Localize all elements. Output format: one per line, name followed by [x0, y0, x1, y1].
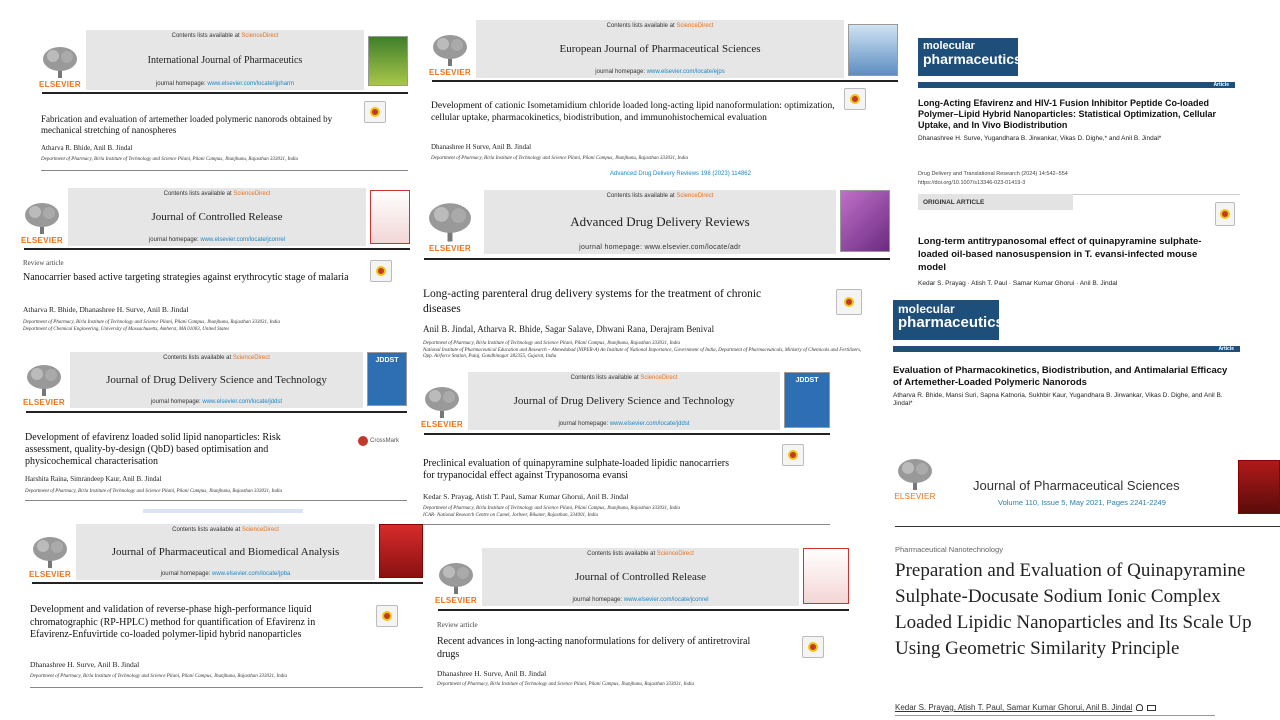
- journal-banner: [482, 548, 799, 606]
- check-for-updates-icon[interactable]: [370, 260, 392, 282]
- elsevier-logo: [434, 548, 478, 606]
- header-rule: [26, 411, 407, 413]
- journal-title: Journal of Pharmaceutical Sciences: [973, 478, 1180, 493]
- header-rule: [432, 80, 898, 82]
- footer-rule: [41, 170, 408, 171]
- elsevier-tree-icon: [40, 46, 80, 80]
- header-rule: [24, 248, 410, 250]
- header-rule: [42, 92, 408, 94]
- molpharm-bar: [893, 346, 1240, 352]
- paper-title: Long-acting parenteral drug delivery systems for the treatment of chronic diseases: [423, 288, 762, 315]
- header-rule: [32, 582, 423, 584]
- contents-line: Contents lists available at ScienceDirect: [163, 191, 271, 197]
- journal-banner: [76, 524, 375, 580]
- elsevier-logo: ELSEVIER: [893, 458, 937, 502]
- journal-homepage: journal homepage: www.elsevier.com/locate/jconrel: [572, 597, 709, 603]
- elsevier-label: ELSEVIER: [429, 244, 471, 253]
- journal-cover: [848, 24, 898, 76]
- sciencedirect-link[interactable]: ScienceDirect: [233, 191, 271, 197]
- article-badge: Article: [1207, 82, 1235, 88]
- paper-affiliation-a: Department of Pharmacy, Birla Institute of Technology and Science Pilani, Pilani Campus, Jhunjhunu, Rajasthan 333031, India: [423, 341, 681, 346]
- paper-authors: Dhanashree H. Surve, Yugandhara B. Jirwankar, Vikas D. Dighe,* and Anil B. Jindal*: [918, 135, 1162, 142]
- check-for-updates-icon[interactable]: [782, 444, 804, 466]
- homepage-link[interactable]: www.elsevier.com/locate/jddst: [202, 399, 283, 405]
- paper-authors: Harshita Raina, Simrandeep Kaur, Anil B. Jindal: [25, 475, 162, 483]
- paper-title: Fabrication and evaluation of artemether loaded polymeric nanorods obtained by mechanical stretching of nanospheres: [41, 114, 333, 135]
- molpharm-bar: [918, 82, 1235, 88]
- paper-card-jps: [893, 458, 1280, 718]
- paper-card-dtr: [915, 168, 1240, 293]
- check-for-updates-icon[interactable]: [364, 101, 386, 123]
- elsevier-label: ELSEVIER: [421, 420, 463, 429]
- original-article-label: ORIGINAL ARTICLE: [923, 199, 985, 206]
- citation-line: Advanced Drug Delivery Reviews 198 (2023) 114862: [610, 171, 751, 177]
- elsevier-label: ELSEVIER: [23, 398, 65, 407]
- paper-title: Preclinical evaluation of quinapyramine sulphate-loaded lipidic nanocarriers for trypanocidal effect against Trypanosoma evansi: [423, 458, 729, 481]
- journal-banner: [468, 372, 780, 430]
- paper-authors: Dhanashree H Surve, Anil B. Jindal: [431, 143, 532, 151]
- journal-cover: [368, 36, 408, 86]
- paper-authors: Atharva R. Bhide, Dhanashree H. Surve, Anil B. Jindal: [23, 305, 189, 314]
- footer-rule: [25, 500, 407, 501]
- article-type: Review article: [437, 621, 478, 629]
- journal-title: International Journal of Pharmaceutics: [147, 54, 303, 66]
- paper-card-ejps: [428, 20, 898, 180]
- contents-line: Contents lists available at ScienceDirect: [606, 193, 714, 199]
- paper-affiliation: Department of Pharmacy, Birla Institute of Technology and Science Pilani, Pilani Campus, Jhunjhunu, Rajasthan 333031, India: [431, 156, 689, 161]
- contents-line: Contents lists available at ScienceDirect: [570, 375, 678, 381]
- elsevier-label: ELSEVIER: [21, 236, 63, 245]
- paper-title: Development of cationic Isometamidium chloride loaded long-acting lipid nanoformulation: optimization, cellular uptake, pharmacokinetics, biodistribution, and immunohistochemical evaluation: [431, 101, 835, 123]
- journal-title: Journal of Drug Delivery Science and Technology: [106, 374, 327, 386]
- journal-homepage: journal homepage: www.elsevier.com/locate/jddst: [150, 399, 283, 405]
- paper-title: Development of efavirenz loaded solid lipid nanoparticles: Risk assessment, quality-by-design (QbD) based optimisation and physicochemical characterisation: [25, 432, 281, 467]
- journal-cover: [379, 524, 423, 578]
- journal-cover: [840, 190, 890, 252]
- sciencedirect-link[interactable]: ScienceDirect: [640, 375, 678, 381]
- journal-homepage: journal homepage: www.elsevier.com/locate/jddst: [558, 421, 690, 427]
- paper-card-addr: [420, 170, 890, 370]
- header-rule: [895, 526, 1280, 527]
- sciencedirect-link[interactable]: ScienceDirect: [656, 551, 694, 557]
- molpharm-logo: molecular pharmaceutics: [918, 38, 1018, 76]
- article-badge: Article: [1212, 346, 1240, 352]
- elsevier-logo: [428, 20, 472, 78]
- homepage-link[interactable]: www.elsevier.com/locate/jconrel: [200, 237, 286, 243]
- elsevier-label: ELSEVIER: [29, 570, 71, 579]
- journal-title: Journal of Pharmaceutical and Biomedical Analysis: [111, 546, 340, 558]
- sciencedirect-link[interactable]: ScienceDirect: [676, 23, 714, 29]
- paper-authors: Dhanashree H. Surve, Anil B. Jindal: [437, 669, 547, 678]
- journal-cover: JDDST: [367, 352, 407, 406]
- footer-rule: [895, 715, 1215, 716]
- elsevier-tree-icon: [24, 364, 64, 398]
- journal-banner: [70, 352, 363, 408]
- paper-affiliation-b: ICAR- National Research Centre on Camel, Jorbeer, Bikaner, Rajasthan, 334001, India: [423, 513, 599, 518]
- faded-citation: [143, 509, 303, 513]
- journal-title: Advanced Drug Delivery Reviews: [570, 214, 750, 229]
- elsevier-tree-icon: [436, 562, 476, 596]
- paper-title: Long-term antitrypanosomal effect of quinapyramine sulphate-loaded oil-based nanosuspension in T. evansi-infected mouse model: [918, 236, 1202, 273]
- paper-title: Recent advances in long-acting nanoformulations for delivery of antiretroviral drugs: [437, 636, 751, 660]
- paper-title: Long-Acting Efavirenz and HIV-1 Fusion Inhibitor Peptide Co-loaded Polymer–Lipid Hybrid Nanoparticles: Statistical Optimization, Cellular Uptake, and In Vivo Biodistribution: [918, 98, 1217, 130]
- journal-homepage: journal homepage: www.elsevier.com/locate/ijpharm: [155, 81, 295, 87]
- paper-affiliation-b: Department of Chemical Engineering, University of Massachusetts, Amherst, MA 01003, United States: [23, 327, 230, 332]
- molpharm-logo: molecular pharmaceutics: [893, 300, 999, 340]
- paper-card-jddst-2: [420, 372, 830, 527]
- paper-authors: Dhanashree H. Surve, Anil B. Jindal: [30, 660, 140, 669]
- crossmark-icon[interactable]: CrossMark: [358, 436, 399, 446]
- check-for-updates-icon[interactable]: [1215, 202, 1235, 226]
- paper-card-ijp: [38, 30, 408, 175]
- sciencedirect-link[interactable]: ScienceDirect: [676, 193, 714, 199]
- journal-cover: [370, 190, 410, 244]
- contents-line: Contents lists available at ScienceDirect: [163, 355, 270, 361]
- paper-authors: Kedar S. Prayag · Atish T. Paul · Samar Kumar Ghorui · Anil B. Jindal: [918, 280, 1118, 287]
- footer-rule: [423, 524, 830, 525]
- check-for-updates-icon[interactable]: [802, 636, 824, 658]
- paper-affiliation: Department of Pharmacy, Birla Institute of Technology and Science Pilani, Pilani Campus, Jhunjhunu, Rajasthan 333031, India: [41, 157, 299, 162]
- journal-homepage: journal homepage: www.elsevier.com/locate/jpba: [160, 571, 291, 577]
- paper-authors: Atharva R. Bhide, Anil B. Jindal: [41, 144, 133, 152]
- paper-card-jpba: [28, 512, 423, 692]
- paper-title: Preparation and Evaluation of Quinapyramine Sulphate-Docusate Sodium Ionic Complex Loaded Lipidic Nanoparticles and Its Scale Up Using Geometric Similarity Principle: [895, 560, 1252, 659]
- journal-homepage[interactable]: journal homepage: www.elsevier.com/locate/adr: [579, 244, 741, 251]
- paper-authors: Kedar S. Prayag, Atish T. Paul, Samar Kumar Ghorui, Anil B. Jindal: [895, 703, 1156, 712]
- section-label: Pharmaceutical Nanotechnology: [895, 545, 1003, 554]
- elsevier-tree-icon: [30, 536, 70, 570]
- journal-homepage: journal homepage: www.elsevier.com/locate/ejps: [595, 69, 725, 75]
- homepage-link[interactable]: www.elsevier.com/locate/jconrel: [623, 597, 709, 603]
- elsevier-tree-icon: [430, 34, 470, 68]
- paper-title: Evaluation of Pharmacokinetics, Biodistribution, and Antimalarial Efficacy of Artemether-Loaded Polymeric Nanorods: [893, 365, 1228, 388]
- sciencedirect-link[interactable]: ScienceDirect: [232, 355, 270, 361]
- sciencedirect-link[interactable]: ScienceDirect: [241, 527, 279, 533]
- volume-link[interactable]: Volume 110, Issue 5, May 2021, Pages 2241-2249: [998, 498, 1166, 507]
- citation-line: Drug Delivery and Translational Research (2024) 14:542–554: [918, 171, 1068, 177]
- homepage-link[interactable]: www.elsevier.com/locate/jpba: [212, 571, 291, 577]
- paper-authors: Atharva R. Bhide, Mansi Suri, Sapna Katnoria, Sukhbir Kaur, Yugandhara B. Jirwankar, Vikas D. Dighe, and Anil B. Jindal*: [893, 392, 1223, 407]
- elsevier-tree-icon: [423, 202, 477, 244]
- article-type: Review article: [23, 259, 64, 267]
- elsevier-tree-icon: [895, 458, 935, 492]
- paper-card-molpharm-1: [915, 38, 1235, 148]
- paper-title: Development and validation of reverse-phase high-performance liquid chromatographic (RP-HPLC) method for quantification of Efavirenz in Efavirenz-Enfuvirtide co-loaded polymer-lipid hybrid nanoparticles: [30, 604, 316, 640]
- badge-rule: [1073, 194, 1240, 195]
- elsevier-label: ELSEVIER: [39, 80, 81, 89]
- paper-title: Nanocarrier based active targeting strategies against erythrocytic stage of malaria: [23, 272, 349, 283]
- elsevier-label: ELSEVIER: [429, 68, 471, 77]
- contents-line: Contents lists available at ScienceDirect: [606, 23, 714, 29]
- elsevier-tree-icon: [22, 202, 62, 236]
- paper-affiliation-a: Department of Pharmacy, Birla Institute of Technology and Science Pilani, Pilani Campus, Jhunjhunu, Rajasthan 333031, India: [23, 320, 281, 325]
- paper-authors: Anil B. Jindal, Atharva R. Bhide, Sagar Salave, Dhwani Rana, Derajram Benival: [423, 324, 715, 334]
- homepage-link[interactable]: www.elsevier.com/locate/ejps: [646, 69, 725, 75]
- journal-title: Journal of Controlled Release: [574, 571, 707, 583]
- journal-cover: JDDST: [784, 372, 830, 428]
- journal-banner: [476, 20, 844, 78]
- journal-cover: [803, 548, 849, 604]
- paper-affiliation-b: National Institute of Pharmaceutical Education and Research – Ahmedabad (NIPER-A) An Institute of National Importance, Government of India, Department of Pharmaceuticals, Ministry of Chemicals and Fertilizers, Opp. Airforce Station, Palaj, Gandhinagar 382355, Gujarat, India: [423, 348, 862, 359]
- elsevier-logo: [420, 190, 480, 254]
- contents-line: Contents lists available at ScienceDirect: [171, 33, 279, 39]
- paper-affiliation: Department of Pharmacy, Birla Institute of Technology and Science Pilani, Pilani Campus, Jhunjhunu, Rajasthan 333031, India: [437, 682, 695, 687]
- elsevier-tree-icon: [422, 386, 462, 420]
- journal-title: European Journal of Pharmaceutical Sciences: [559, 43, 761, 55]
- journal-homepage: journal homepage: www.elsevier.com/locate/jconrel: [148, 237, 286, 243]
- elsevier-logo: [420, 372, 464, 430]
- paper-card-molpharm-2: [890, 300, 1240, 415]
- paper-card-jcr-2: [434, 548, 849, 693]
- check-for-updates-icon[interactable]: [376, 605, 398, 627]
- contents-line: Contents lists available at ScienceDirect: [172, 527, 279, 533]
- homepage-link[interactable]: www.elsevier.com/locate/jddst: [609, 421, 690, 427]
- paper-authors: Kedar S. Prayag, Atish T. Paul, Samar Kumar Ghorui, Anil B. Jindal: [423, 492, 629, 501]
- header-rule: [424, 258, 890, 260]
- paper-affiliation: Department of Pharmacy, Birla Institute of Technology and Science Pilani, Pilani Campus, Jhunjhunu, Rajasthan 333031, India: [25, 489, 283, 494]
- journal-cover: [1238, 460, 1280, 514]
- elsevier-logo: [28, 524, 72, 580]
- sciencedirect-link[interactable]: ScienceDirect: [241, 33, 279, 39]
- journal-banner: [68, 188, 366, 246]
- paper-card-jddst-1: [22, 352, 407, 517]
- footer-rule: [30, 687, 423, 688]
- elsevier-logo: [20, 188, 64, 246]
- person-icon[interactable]: [1136, 704, 1143, 711]
- header-rule: [424, 433, 830, 435]
- journal-title: Journal of Drug Delivery Science and Technology: [513, 395, 735, 407]
- paper-affiliation: Department of Pharmacy, Birla Institute of Technology and Science Pilani, Pilani Campus, Jhunjhunu, Rajasthan 333031, India: [30, 674, 288, 679]
- homepage-link[interactable]: www.elsevier.com/locate/ijpharm: [207, 81, 295, 87]
- check-for-updates-icon[interactable]: [844, 88, 866, 110]
- header-rule: [438, 609, 849, 611]
- elsevier-logo: [38, 30, 82, 90]
- elsevier-logo: [22, 352, 66, 408]
- journal-banner: [86, 30, 364, 90]
- contents-line: Contents lists available at ScienceDirect: [587, 551, 694, 557]
- check-for-updates-icon[interactable]: [836, 289, 862, 315]
- mail-icon[interactable]: [1147, 705, 1156, 711]
- paper-affiliation-a: Department of Pharmacy, Birla Institute of Technology and Science Pilani, Pilani Campus, Jhunjhunu, Rajasthan 333031, India: [423, 506, 681, 511]
- paper-card-jcr-1: [20, 188, 410, 338]
- journal-title: Journal of Controlled Release: [151, 211, 283, 223]
- journal-banner: [484, 190, 836, 254]
- doi-link[interactable]: https://doi.org/10.1007/s13346-023-01419-3: [918, 180, 1026, 186]
- elsevier-label: ELSEVIER: [435, 596, 477, 605]
